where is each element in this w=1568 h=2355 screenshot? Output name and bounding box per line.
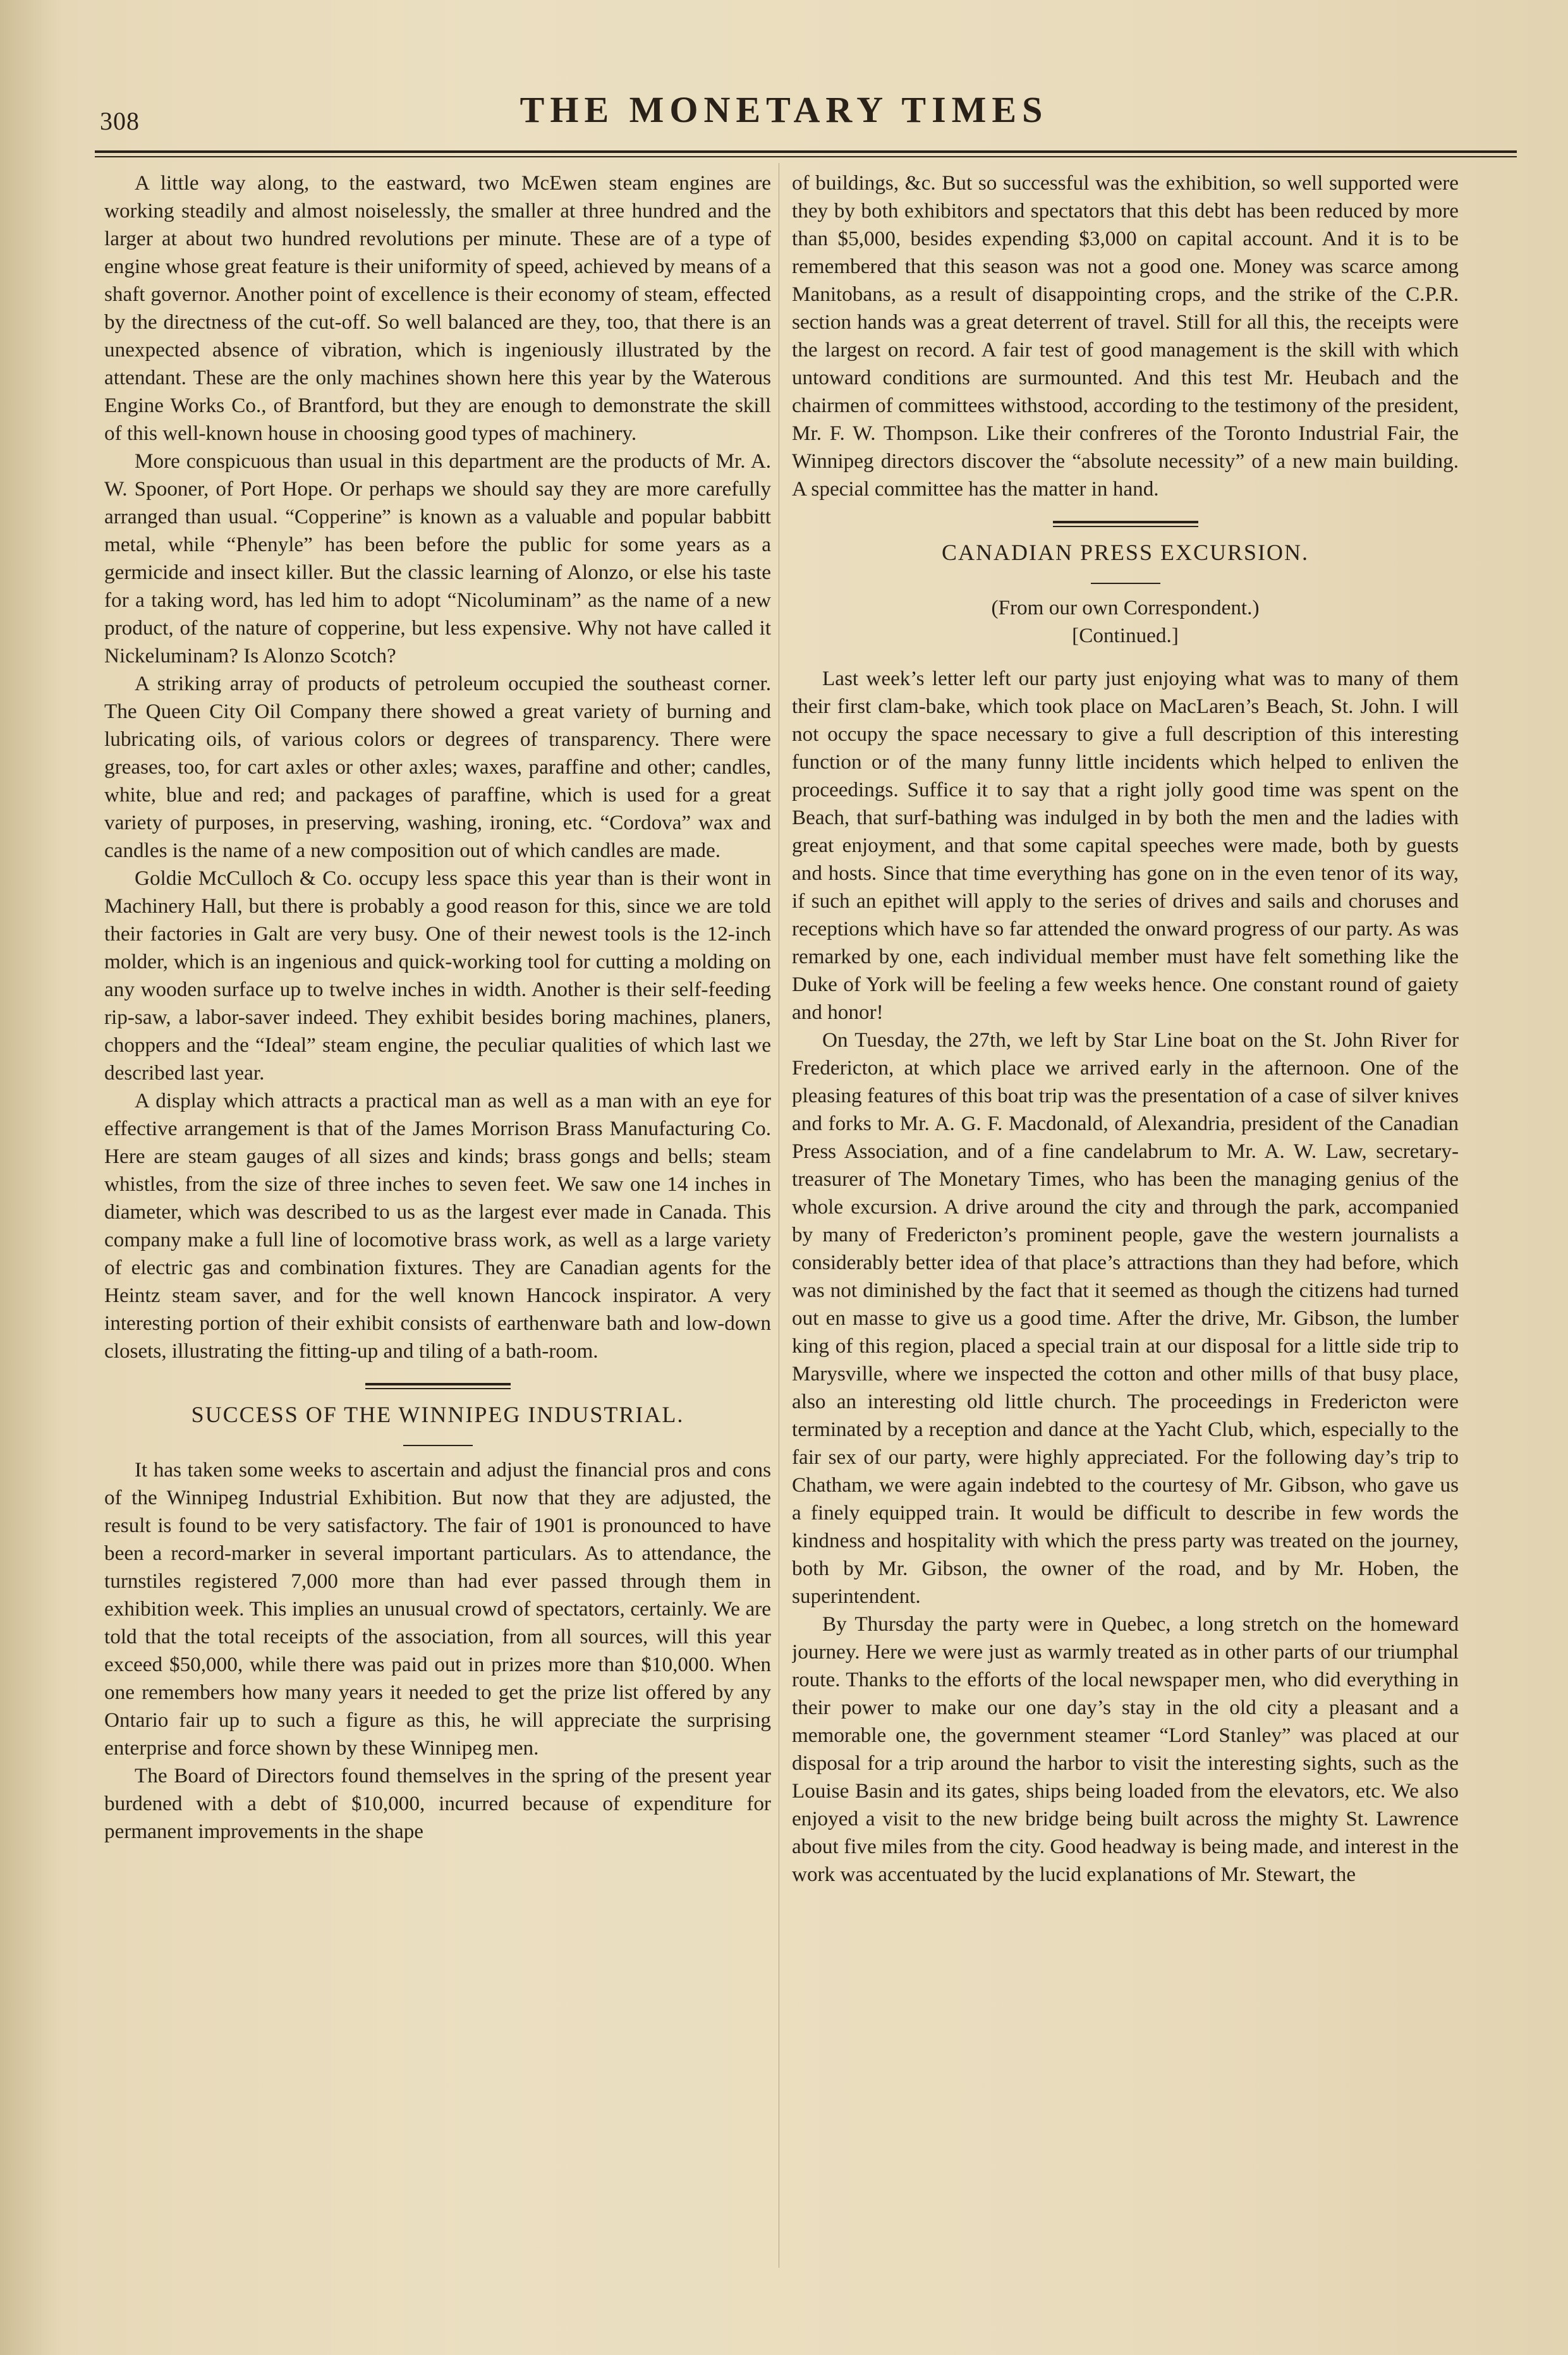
byline: (From our own Correspondent.) <box>991 596 1260 619</box>
article-paragraph: On Tuesday, the 27th, we left by Star Line boat on the St. John River for Fredericton, at which place we arrived early in the afternoon. One of the pleasing features of this boat trip was the presentation of a case of silver knives and forks to Mr. A. G. F. Macdonald, of Alexandria, president of the Canadian Press Association, and of a fine candelabrum to Mr. A. W. Law, secretary-treasurer of The Monetary Times, who has been the managing genius of the whole excursion. A drive around the city and through the park, accompanied by many of Fredericton’s prominent people, gave the western journalists a considerably better idea of that place’s attractions than they had before, which was not diminished by the fact that it seemed as though the citizens had turned out en masse to give us a good time. After the drive, Mr. Gibson, the lumber king of this region, placed a special train at our disposal for a little side trip to Marysville, where we inspected the cotton and other mills of that busy place, also an interesting old little church. The proceedings in Fredericton were terminated by a reception and dance at the Yacht Club, which, especially to the fair sex of our party, were highly appreciated. For the following day’s trip to Chatham, we were again indebted to the courtesy of Mr. Gibson, who gave us a finely equipped train. It would be difficult to describe in few words the kindness and hospitality with which the press party was treated on the journey, both by Mr. Gibson, the owner of the road, and by Mr. Hoben, the superintendent. <box>792 1028 1459 1608</box>
continued-note: [Continued.] <box>1072 624 1179 647</box>
article-paragraph: A display which attracts a practical man as well as a man with an eye for effective arrangement is that of the James Morrison Brass Manufacturing Co. Here are steam gauges of all sizes and kinds; brass gongs and bells; steam whistles, from the size of three inches to seven feet. We saw one 14 inches in diameter, which was described to us as the largest ever made in Canada. This company make a full line of locomotive brass work, as well as a large variety of electric gas and combination fixtures. They are Canadian agents for the Heintz steam saver, and for the well known Hancock inspirator. A very interesting portion of their exhibit consists of earthenware bath and low-down closets, illustrating the fitting-up and tiling of a bath-room. <box>104 1089 771 1363</box>
article-paragraph: of buildings, &c. But so successful was the exhibition, so well supported were they by both exhibitors and spectators that this debt has been reduced by more than $5,000, besides expending $3,000 on capital account. And it is to be remembered that this season was not a good one. Money was scarce among Manitobans, as a result of disappointing crops, and the strike of the C.P.R. section hands was a great deterrent of travel. Still for all this, the receipts were the largest on record. A fair test of good management is the skill with which untoward conditions are surmounted. And this test Mr. Heubach and the chairmen of committees withstood, according to the testimony of the president, Mr. F. W. Thompson. Like their confreres of the Toronto Industrial Fair, the Winnipeg directors discover the “absolute necessity” of a new main building. A special committee has the matter in hand. <box>792 171 1459 501</box>
page-number: 308 <box>100 107 140 135</box>
section-divider <box>1053 521 1198 527</box>
right-column <box>792 169 1459 2274</box>
article-paragraph: A striking array of products of petroleum occupied the southeast corner. The Queen City Oil Company there showed a great variety of burning and lubricating oils, of various colors or degrees of transparency. There were greases, too, for cart axles or other axles; waxes, paraffine and other; candles, white, blue and red; and packages of paraffine, which is used for a great variety of purposes, in preserving, washing, ironing, etc. “Cordova” wax and candles is the name of a new composition out of which candles are made. <box>104 672 771 862</box>
article-paragraph: More conspicuous than usual in this department are the products of Mr. A. W. Spooner, of Port Hope. Or perhaps we should say they are more carefully arranged than usual. “Copperine” is known as a valuable and popular babbitt metal, while “Phenyle” has been before the public for some years as a germicide and insect killer. But the classic learning of Alonzo, or else his taste for a taking word, has led him to adopt “Nicoluminam” as the name of a new product, of the nature of copperine, but less expensive. Why not have called it Nickeluminam? Is Alonzo Scotch? <box>104 449 771 667</box>
heading-rule <box>1091 583 1160 584</box>
article-paragraph: A little way along, to the eastward, two McEwen steam engines are working steadily and almost noiselessly, the smaller at three hundred and the larger at about two hundred revolutions per minute. These are of a type of engine whose great feature is their uniformity of speed, achieved by means of a shaft governor. Another point of excellence is their economy of steam, effected by the directness of the cut-off. So well balanced are they, too, that there is an unexpected absence of vibration, which is ingeniously illustrated by the attendant. These are the only machines shown here this year by the Waterous Engine Works Co., of Brantford, but they are enough to demonstrate the skill of this well-known house in choosing good types of machinery. <box>104 171 771 445</box>
section-heading: CANADIAN PRESS EXCURSION. <box>941 540 1310 565</box>
section-divider <box>365 1383 511 1389</box>
masthead-rule <box>95 150 1517 157</box>
article-paragraph: Goldie McCulloch & Co. occupy less space this year than is their wont in Machinery Hall, but there is probably a good reason for this, since we are told their factories in Galt are very busy. One of their newest tools is the 12-inch molder, which is an ingenious and quick-working tool for cutting a molding on any wooden surface up to twelve inches in width. Another is their self-feeding rip-saw, a labor-saver indeed. They exhibit besides boring machines, planers, choppers and the “Ideal” steam engine, the peculiar qualities of which last we described last year. <box>104 867 771 1085</box>
article-paragraph: It has taken some weeks to ascertain and adjust the financial pros and cons of the Winnipeg Industrial Exhibition. But now that they are adjusted, the result is found to be very satisfactory. The fair of 1901 is pronounced to have been a record-marker in several important particulars. As to attendance, the turnstiles registered 7,000 more than had ever passed through them in exhibition week. This implies an unusual crowd of spectators, certainly. We are told that the total receipts of the association, from all sources, will this year exceed $50,000, while there was paid out in prizes more than $10,000. When one remembers how many years it needed to get the prize list offered by any Ontario fair up to such a figure as this, he will appreciate the surprising enterprise and force shown by these Winnipeg men. <box>104 1458 771 1760</box>
section-heading: SUCCESS OF THE WINNIPEG INDUSTRIAL. <box>191 1402 684 1427</box>
column-divider <box>779 163 780 2268</box>
left-column <box>104 169 771 2274</box>
heading-rule <box>403 1445 473 1446</box>
article-paragraph: Last week’s letter left our party just enjoying what was to many of them their first clam-bake, which took place on MacLaren’s Beach, St. John. I will not occupy the space necessary to give a full description of this interesting function or of the many funny little incidents which helped to enliven the proceedings. Suffice it to say that a right jolly good time was spent on the Beach, that surf-bathing was indulged in by both the men and the ladies with great enjoyment, and that some capital speeches were made, both by guests and hosts. Since that time everything has gone on in the even tenor of its way, if such an epithet will apply to the series of drives and sails and choruses and receptions which have so far attended the onward progress of our party. As was remarked by one, each individual member must have felt something like the Duke of York will be feeling a few weeks hence. One constant round of gaiety and honor! <box>792 667 1459 1024</box>
article-paragraph: By Thursday the party were in Quebec, a long stretch on the homeward journey. Here we were just as warmly treated as in other parts of our triumphal route. Thanks to the efforts of the local newspaper men, who did everything in their power to make our one day’s stay in the old city a pleasant and a memorable one, the government steamer “Lord Stanley” was placed at our disposal for a trip around the harbor to visit the interesting sights, such as the Louise Basin and its gates, ships being loaded from the elevators, etc. We also enjoyed a visit to the new bridge being built across the mighty St. Lawrence about five miles from the city. Good headway is being made, and interest in the work was accentuated by the lucid explanations of Mr. Stewart, the <box>792 1612 1459 1886</box>
article-paragraph: The Board of Directors found themselves in the spring of the present year burdened with a debt of $10,000, incurred because of expenditure for permanent improvements in the shape <box>104 1764 771 1843</box>
masthead-title: THE MONETARY TIMES <box>520 89 1048 130</box>
